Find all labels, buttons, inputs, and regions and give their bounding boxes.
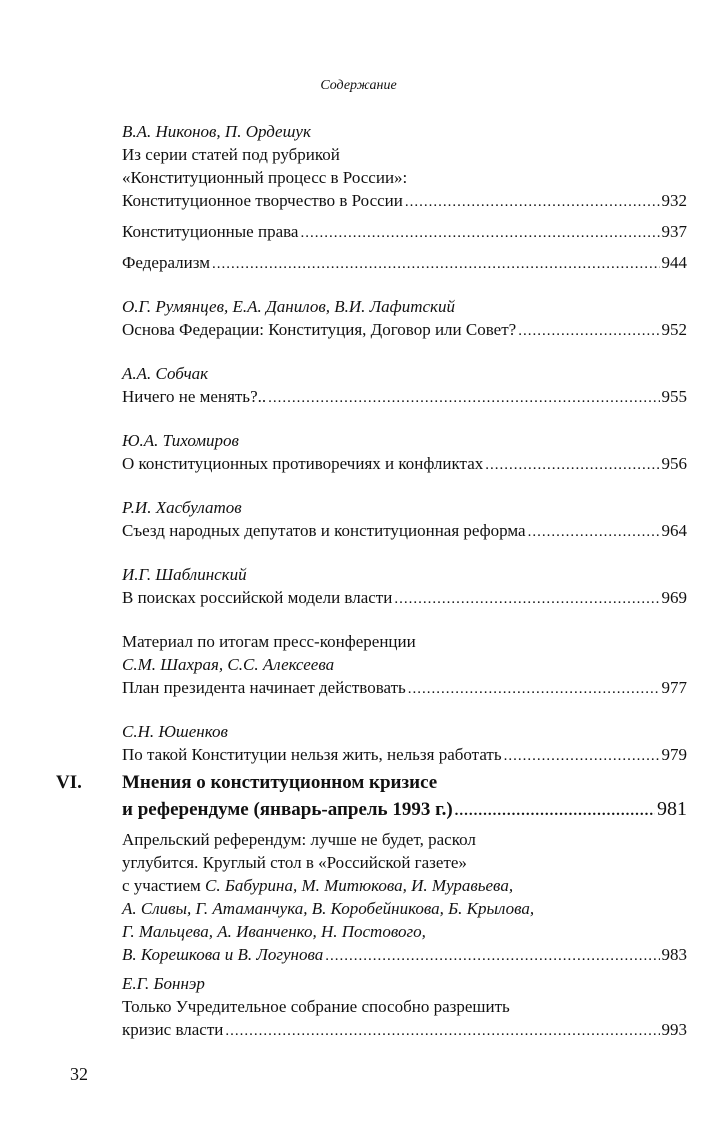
page-number: 32 bbox=[70, 1064, 88, 1084]
toc-item-title: Конституционное творчество в России bbox=[122, 191, 403, 210]
toc-item-page: 955 bbox=[661, 387, 687, 406]
entry-authors: Р.И. Хасбулатов bbox=[122, 498, 242, 517]
entry-authors: С.Н. Юшенков bbox=[122, 722, 228, 741]
toc-item-page: 956 bbox=[661, 454, 687, 473]
toc-item-page: 983 bbox=[661, 945, 687, 964]
toc-item-title: По такой Конституции нельзя жить, нельзя работать bbox=[122, 745, 502, 764]
toc-item-title: Ничего не менять?.. bbox=[122, 387, 267, 406]
toc-item-page: 952 bbox=[661, 320, 687, 339]
toc-item bbox=[122, 452, 687, 477]
entry-text-line: «Конституционный процесс в России»: bbox=[122, 168, 408, 187]
toc-item-page: 977 bbox=[661, 678, 687, 697]
section-title-line: и референдуме (январь-апрель 1993 г.) bbox=[122, 799, 453, 820]
entry-intro: Материал по итогам пресс-конференции bbox=[122, 632, 416, 651]
toc-entries bbox=[122, 120, 687, 768]
roundtable-line: Апрельский референдум: лучше не будет, раскол bbox=[122, 830, 476, 849]
roundtable-participants: А. Сливы, Г. Атаманчука, В. Коробейникова, Б. Крылова, bbox=[122, 899, 535, 918]
toc-item-title: кризис власти bbox=[122, 1020, 224, 1039]
running-header: Содержание bbox=[320, 78, 397, 93]
toc-item-title: Федерализм bbox=[122, 253, 210, 272]
toc-item bbox=[122, 586, 687, 611]
toc-item bbox=[122, 385, 687, 410]
roundtable-line bbox=[122, 874, 687, 897]
toc-item-page: 937 bbox=[661, 222, 687, 241]
section-page: 981 bbox=[657, 798, 687, 820]
toc-item bbox=[122, 519, 687, 544]
toc-item bbox=[122, 943, 687, 968]
toc-item bbox=[122, 318, 687, 343]
toc-item-title: Конституционные права bbox=[122, 222, 299, 241]
entry-authors: С.М. Шахрая, С.С. Алексеева bbox=[122, 655, 335, 674]
toc-item-page: 969 bbox=[661, 588, 687, 607]
entry-authors: О.Г. Румянцев, Е.А. Данилов, В.И. Лафитский bbox=[122, 297, 455, 316]
toc-item-title: Съезд народных депутатов и конституционная реформа bbox=[122, 521, 526, 540]
entry-authors: Ю.А. Тихомиров bbox=[122, 431, 239, 450]
roundtable-participants: В. Корешкова и В. Логунова bbox=[122, 945, 324, 964]
section-title-line: Мнения о конституционном кризисе bbox=[122, 772, 438, 793]
roundtable-plain: с участием bbox=[122, 876, 206, 895]
toc-item bbox=[122, 251, 687, 276]
entry-authors: И.Г. Шаблинский bbox=[122, 565, 247, 584]
toc-item bbox=[122, 676, 687, 701]
toc-item-title: О конституционных противоречиях и конфликтах bbox=[122, 454, 484, 473]
toc-item bbox=[122, 220, 687, 245]
roundtable-participants: Г. Мальцева, А. Иванченко, Н. Постового, bbox=[122, 922, 426, 941]
roundtable-line: углубится. Круглый стол в «Российской газете» bbox=[122, 853, 467, 872]
toc-item bbox=[122, 1018, 687, 1043]
toc-item-title: Основа Федерации: Конституция, Договор или Совет? bbox=[122, 320, 517, 339]
toc-item bbox=[122, 189, 687, 214]
toc-section bbox=[56, 770, 687, 1043]
toc-item bbox=[122, 743, 687, 768]
entry-authors: В.А. Никонов, П. Ордешук bbox=[122, 122, 311, 141]
toc-item-page: 944 bbox=[661, 253, 687, 272]
toc-item-page: 979 bbox=[661, 745, 687, 764]
roundtable-participants: С. Бабурина, М. Митюкова, И. Муравьева, bbox=[205, 876, 514, 895]
toc-item-page: 964 bbox=[661, 521, 687, 540]
section-title-entry bbox=[122, 796, 687, 824]
section-number: VI. bbox=[56, 772, 82, 793]
entry-authors: А.А. Собчак bbox=[122, 364, 209, 383]
toc-item-page: 932 bbox=[661, 191, 687, 210]
entry-text-line: Из серии статей под рубрикой bbox=[122, 145, 340, 164]
entry-text-line: Только Учредительное собрание способно разрешить bbox=[122, 997, 510, 1016]
toc-item-title: В поисках российской модели власти bbox=[122, 588, 393, 607]
toc-item-page: 993 bbox=[661, 1020, 687, 1039]
entry-authors: Е.Г. Боннэр bbox=[122, 974, 205, 993]
toc-item-title: План президента начинает действовать bbox=[122, 678, 406, 697]
